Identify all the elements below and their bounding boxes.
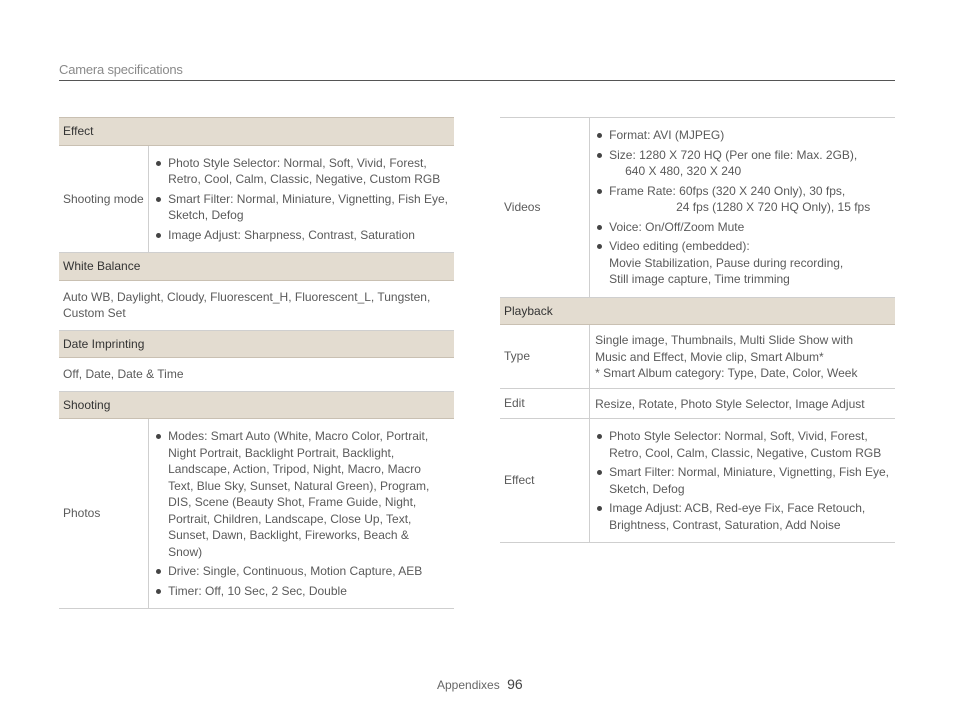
text-line: Size: 1280 X 720 HQ (Per one file: Max. 2GB),: [609, 147, 858, 162]
bullet-item: [595, 147, 889, 180]
page-header-title: Camera specifications: [59, 62, 183, 77]
text-line: Modes: Smart Auto (White, Macro Color, Portrait,: [168, 429, 429, 443]
spec-label: Type: [500, 325, 590, 389]
spec-label: Videos: [500, 118, 590, 298]
footer-section-label: Appendixes: [437, 678, 500, 692]
spec-value: Off, Date, Date & Time: [59, 358, 454, 392]
text-line: Sketch, Defog: [168, 208, 244, 222]
spec-label: Photos: [59, 419, 149, 609]
text-line: Photo Style Selector: Normal, Soft, Vivid, Forest,: [609, 429, 868, 443]
spec-row-videos: [500, 118, 895, 298]
text-line: Voice: On/Off/Zoom Mute: [609, 219, 745, 234]
bullet-item: [154, 191, 448, 224]
bullet-item: [154, 227, 448, 244]
text-line: Timer: Off, 10 Sec, 2 Sec, Double: [168, 583, 347, 598]
text-line: Sketch, Defog: [609, 481, 685, 496]
text-line: Still image capture, Time trimming: [609, 272, 790, 286]
text-line: 640 X 480, 320 X 240: [625, 164, 742, 178]
text-line: Smart Filter: Normal, Miniature, Vignetting, Fish Eye,: [168, 191, 448, 206]
spec-value: Resize, Rotate, Photo Style Selector, Image Adjust: [590, 388, 895, 419]
section-header-date-imprinting: [59, 330, 454, 358]
bullet-list: [154, 155, 448, 244]
page-number: 96: [507, 676, 523, 692]
text-line: Auto WB, Daylight, Cloudy, Fluorescent_H, Fluorescent_L, Tungsten,: [63, 289, 431, 304]
bullet-item: [154, 563, 448, 580]
spec-value: [590, 325, 895, 389]
section-title: White Balance: [59, 253, 454, 281]
text-line: Portrait, Children, Landscape, Close Up, Text,: [168, 511, 412, 526]
spec-table-left: [59, 117, 454, 609]
spec-row-white-balance: [59, 280, 454, 330]
spec-value: [149, 419, 454, 609]
bullet-list: [595, 127, 889, 288]
text-line: DIS, Scene (Beauty Shot, Frame Guide, Night,: [168, 495, 417, 509]
section-title: Shooting: [59, 391, 454, 419]
text-line: Movie Stabilization, Pause during recording,: [609, 255, 844, 270]
text-line: 24 fps (1280 X 720 HQ Only), 15 fps: [676, 200, 871, 214]
bullet-list: [154, 428, 448, 599]
spec-row-shooting-mode: [59, 145, 454, 253]
text-line: Format: AVI (MJPEG): [609, 128, 725, 142]
spec-row-edit: [500, 388, 895, 419]
bullet-item: [595, 219, 889, 236]
section-title: Playback: [500, 297, 895, 325]
bullet-item: [154, 155, 448, 188]
spec-table-right: [500, 117, 895, 543]
bullet-item: [595, 464, 889, 497]
spec-label: Effect: [500, 419, 590, 543]
text-line: Retro, Cool, Calm, Classic, Negative, Custom RGB: [168, 172, 441, 186]
text-line: Drive: Single, Continuous, Motion Capture, AEB: [168, 564, 423, 578]
text-line: Frame Rate: 60fps (320 X 240 Only), 30 fps,: [609, 183, 846, 198]
text-line: Landscape, Action, Tripod, Night, Macro, Macro: [168, 462, 421, 476]
text-line: Single image, Thumbnails, Multi Slide Show with: [595, 333, 854, 347]
section-header-playback: [500, 297, 895, 325]
text-line: Video editing (embedded):: [609, 239, 750, 253]
bullet-item: [595, 238, 889, 288]
bullet-item: [595, 127, 889, 144]
spec-value: [59, 280, 454, 330]
text-line: Image Adjust: ACB, Red-eye Fix, Face Retouch,: [609, 501, 866, 515]
text-line: Image Adjust: Sharpness, Contrast, Saturation: [168, 227, 415, 242]
spec-value: [590, 419, 895, 543]
spec-row-type: [500, 325, 895, 389]
bullet-item: [595, 500, 889, 533]
bullet-item: [154, 583, 448, 600]
section-title: Date Imprinting: [59, 330, 454, 358]
spec-value: [149, 145, 454, 253]
text-line: Sunset, Dawn, Backlight, Fireworks, Beach &: [168, 528, 409, 542]
section-header-effect: [59, 118, 454, 146]
text-line: Snow): [168, 544, 203, 559]
bullet-item: [595, 428, 889, 461]
text-line: Custom Set: [63, 306, 126, 320]
text-line: Night Portrait, Backlight Portrait, Backlight,: [168, 445, 395, 460]
text-line: Photo Style Selector: Normal, Soft, Vivid, Forest,: [168, 155, 427, 170]
spec-label: Edit: [500, 388, 590, 419]
spec-row-effect: [500, 419, 895, 543]
text-line: Text, Blue Sky, Sunset, Natural Green), Program,: [168, 478, 430, 493]
text-line: Music and Effect, Movie clip, Smart Album*: [595, 349, 824, 364]
spec-value: [590, 118, 895, 298]
spec-row-date-imprinting: [59, 358, 454, 392]
text-line: Retro, Cool, Calm, Classic, Negative, Custom RGB: [609, 445, 882, 460]
text-line: Smart Filter: Normal, Miniature, Vignetting, Fish Eye,: [609, 465, 889, 479]
text-line: * Smart Album category: Type, Date, Color, Week: [595, 366, 858, 380]
spec-row-photos: [59, 419, 454, 609]
bullet-item: [595, 183, 889, 216]
bullet-item: [154, 428, 448, 560]
page-footer: [437, 676, 523, 692]
header-divider: [59, 80, 895, 81]
section-title: Effect: [59, 118, 454, 146]
spec-label: Shooting mode: [59, 145, 149, 253]
section-header-white-balance: [59, 253, 454, 281]
bullet-list: [595, 428, 889, 533]
text-line: Brightness, Contrast, Saturation, Add Noise: [609, 517, 841, 532]
section-header-shooting: [59, 391, 454, 419]
